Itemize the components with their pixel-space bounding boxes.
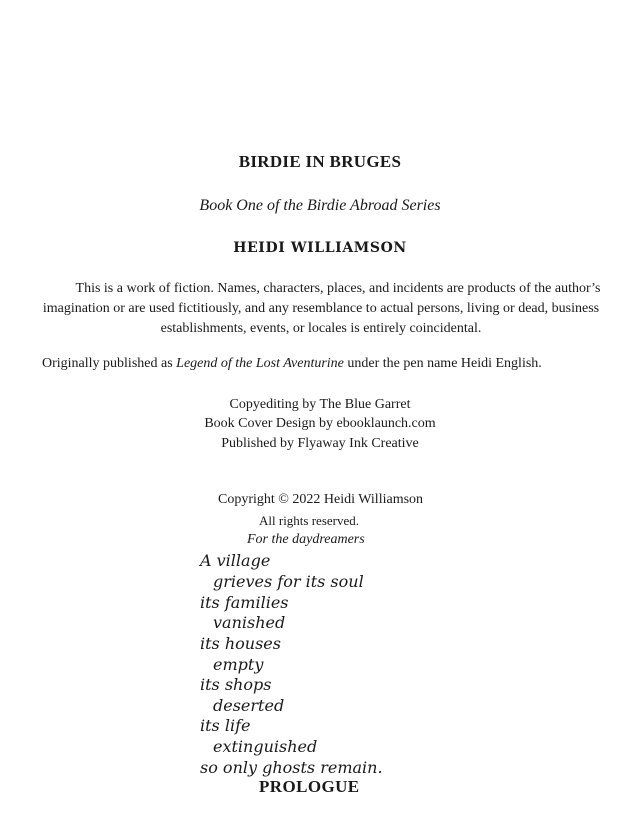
copyright-notice: Copyright © 2022 Heidi Williamson — [218, 492, 424, 507]
book-title: BIRDIE IN BRUGES — [238, 152, 402, 171]
author-name: HEIDI WILLIAMSON — [233, 240, 407, 256]
poem-line: its life — [200, 716, 251, 735]
poem-line: empty — [213, 655, 264, 674]
poem-line: its families — [200, 593, 289, 612]
fiction-disclaimer — [18, 279, 624, 339]
poem-line: its shops — [200, 675, 272, 694]
poem-line: vanished — [213, 613, 286, 632]
cover-design-credit: Book Cover Design by ebooklaunch.com — [204, 416, 436, 431]
rights-reserved: All rights reserved. — [259, 513, 360, 528]
prologue-heading: PROLOGUE — [259, 777, 360, 796]
copyediting-credit: Copyediting by The Blue Garret — [229, 397, 411, 412]
publisher-credit: Published by Flyaway Ink Creative — [221, 436, 419, 451]
poem-line: so only ghosts remain. — [200, 758, 383, 777]
poem-line: extinguished — [213, 737, 318, 756]
series-subtitle: Book One of the Birdie Abroad Series — [199, 197, 441, 214]
poem-line: deserted — [213, 696, 285, 715]
disclaimer-text: This is a work of fiction. Names, characters, places, and incidents are products of the author’s imagination or are used fictitiously, and any resemblance to actual persons, living or dead, business establishments, events, or locales is entirely coincidental. — [42, 281, 601, 336]
original-publication-note — [42, 356, 542, 372]
original-publication-prefix: Originally published as — [42, 356, 177, 371]
poem-line: A village — [200, 551, 271, 570]
dedication: For the daydreamers — [247, 532, 365, 547]
original-title: Legend of the Lost Aventurine — [176, 356, 344, 371]
poem-line: grieves for its soul — [213, 572, 364, 591]
poem-line: its houses — [200, 634, 281, 653]
original-publication-suffix: under the pen name Heidi English. — [343, 356, 542, 371]
